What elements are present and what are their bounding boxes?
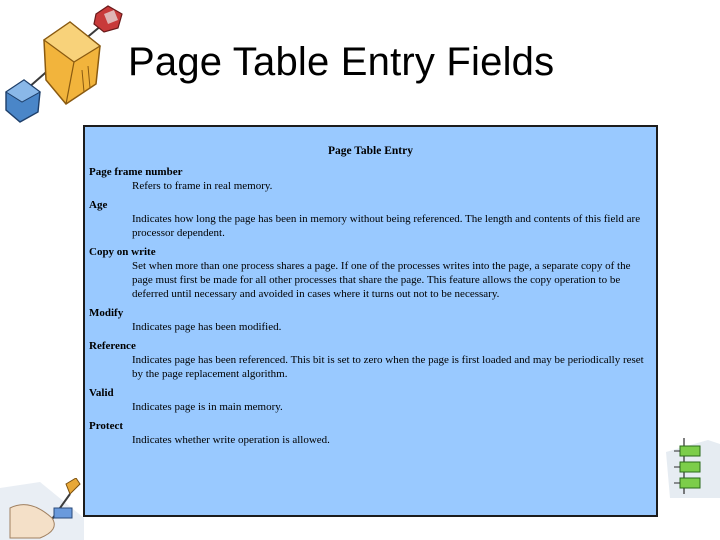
field-modify [85,307,656,334]
page-table-entry-panel [83,125,658,517]
field-reference [85,340,656,381]
field-description: Set when more than one process shares a page. If one of the processes writes into the page, a separate copy of the page must first be made for all other processes that share the page. This feature allows the copy operation to be deferred until necessary and avoided in cases where it turns out not to be necessary. [132,260,631,300]
field-description: Refers to frame in real memory. [132,180,273,192]
field-name: Age [89,199,108,211]
field-valid [85,387,656,414]
field-copy-on-write [85,246,656,301]
field-description: Indicates how long the page has been in memory without being referenced. The length and contents of this field are processor dependent. [132,213,641,239]
clipart-flowchart-icon [660,432,720,498]
field-description: Indicates page is in main memory. [132,401,283,413]
field-name: Page frame number [89,166,183,178]
clipart-hand-pencil-icon [0,478,84,540]
slide-title: Page Table Entry Fields [128,40,555,84]
field-name: Copy on write [89,246,156,258]
field-name: Modify [89,307,124,319]
clipart-cubes-icon [0,0,140,135]
panel-heading: Page Table Entry [328,145,413,157]
field-page-frame-number [85,166,656,193]
field-name: Reference [89,340,136,352]
field-description: Indicates page has been referenced. This bit is set to zero when the page is first loaded and may be periodically reset by the page replacement algorithm. [132,354,644,380]
field-age [85,199,656,240]
field-description: Indicates whether write operation is allowed. [132,434,330,446]
field-description: Indicates page has been modified. [132,321,282,333]
field-name: Valid [89,387,114,399]
field-name: Protect [89,420,123,432]
field-protect [85,420,656,447]
